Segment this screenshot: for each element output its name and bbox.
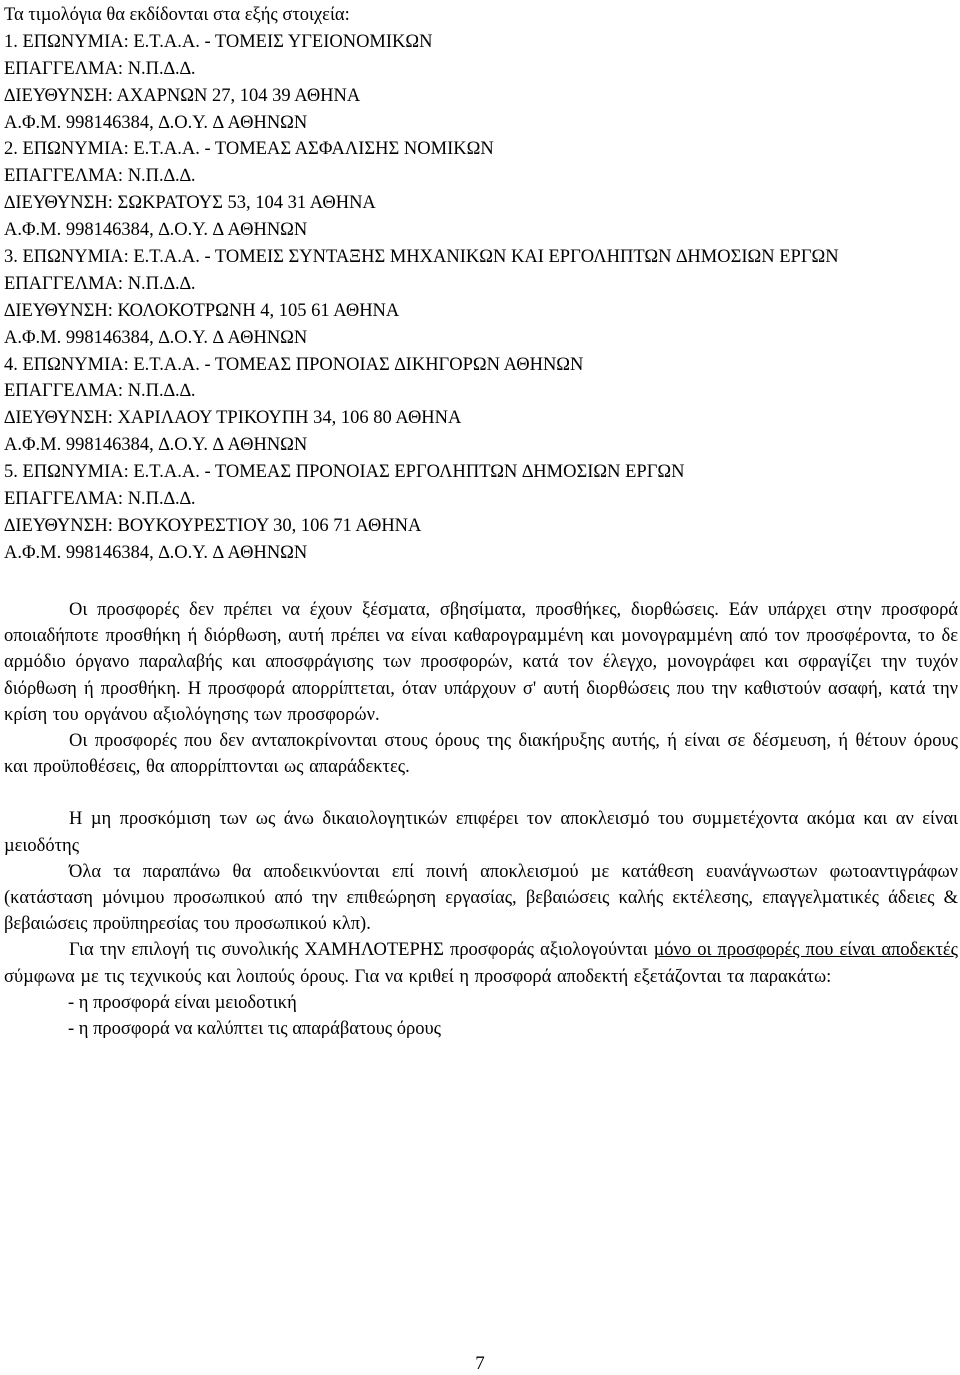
entry-5-address: ∆ΙΕΥΘΥΝΣΗ: ΒΟΥΚΟΥΡΕΣΤΙΟΥ 30, 106 71 ΑΘΗΝΑ (4, 515, 422, 536)
criterion-lowest-bid: - η προσφορά είναι µειοδοτική (68, 992, 297, 1013)
entry-1-tax: Α.Φ.Μ. 998146384, ∆.Ο.Υ. ∆ ΑΘΗΝΩΝ (4, 112, 308, 133)
entry-1-name: 1. ΕΠΩΝΥΜΙΑ: Ε.Τ.Α.Α. - ΤΟΜΕΙΣ ΥΓΕΙΟΝΟΜΙΚΩΝ (4, 31, 433, 52)
criterion-mandatory-terms: - η προσφορά να καλύπτει τις απαράβατους όρους (68, 1019, 441, 1040)
paragraph-evidence: Όλα τα παραπάνω θα αποδεικνύονται επί ποινή αποκλεισµού µε κατάθεση ευανάγνωστων φωτοαντιγράφων (κατάσταση µόνιµου προσωπικού από την επιθεώρηση εργασίας, βεβαιώσεις καλής εκτέλεσης, επαγγελµατικές άδειες & βεβαιώσεις προϋπηρεσίας του προσωπικού κλπ). (4, 861, 958, 935)
entry-2-name: 2. ΕΠΩΝΥΜΙΑ: Ε.Τ.Α.Α. - ΤΟΜΕΑΣ ΑΣΦΑΛΙΣΗΣ ΝΟΜΙΚΩΝ (4, 139, 494, 160)
paragraph-rejection: Οι προσφορές που δεν ανταποκρίνονται στους όρους της διακήρυξης αυτής, ή είναι σε δέσµευση, ή θέτουν όρους και προϋποθέσεις, θα απορρίπτονται ως απαράδεκτες. (4, 731, 958, 778)
entry-5-name: 5. ΕΠΩΝΥΜΙΑ: Ε.Τ.Α.Α. - ΤΟΜΕΑΣ ΠΡΟΝΟΙΑΣ ΕΡΓΟΛΗΠΤΩΝ ∆ΗΜΟΣΙΩΝ ΕΡΓΩΝ (4, 462, 685, 483)
evaluation-text-end: σύµφωνα µε τις τεχνικούς και λοιπούς όρους. Για να κριθεί η προσφορά αποδεκτή εξετάζονται τα παρακάτω: (4, 966, 832, 987)
entry-2-tax: Α.Φ.Μ. 998146384, ∆.Ο.Υ. ∆ ΑΘΗΝΩΝ (4, 220, 308, 241)
paragraph-evaluation (4, 937, 958, 989)
entry-2-profession: ΕΠΑΓΓΕΛΜΑ: Ν.Π.∆.∆. (4, 166, 196, 187)
entry-4-name: 4. ΕΠΩΝΥΜΙΑ: Ε.Τ.Α.Α. - ΤΟΜΕΑΣ ΠΡΟΝΟΙΑΣ ∆ΙΚΗΓΟΡΩΝ ΑΘΗΝΩΝ (4, 354, 584, 375)
evaluation-text-underlined: µόνο οι προσφορές που είναι αποδεκτές (653, 940, 959, 961)
entry-4-profession: ΕΠΑΓΓΕΛΜΑ: Ν.Π.∆.∆. (4, 381, 196, 402)
entry-2-address: ∆ΙΕΥΘΥΝΣΗ: ΣΩΚΡΑΤΟΥΣ 53, 104 31 ΑΘΗΝΑ (4, 193, 376, 214)
entry-4-address: ∆ΙΕΥΘΥΝΣΗ: ΧΑΡΙΛΑΟΥ ΤΡΙΚΟΥΠΗ 34, 106 80 ΑΘΗΝΑ (4, 408, 462, 429)
entry-3-profession: ΕΠΑΓΓΕΛΜΑ: Ν.Π.∆.∆. (4, 273, 196, 294)
paragraph-corrections: Οι προσφορές δεν πρέπει να έχουν ξέσµατα, σβησίµατα, προσθήκες, διορθώσεις. Εάν υπάρχει στην προσφορά οποιαδήποτε προσθήκη ή διόρθωση, αυτή πρέπει να είναι καθαρογραµµένη και µονογραµµένη από τον προσφέροντα, το δε αρµόδιο όργανο παραλαβής και αποσφράγισης των προσφορών, κατά τον έλεγχο, µονογράφει και σφραγίζει την τυχόν διόρθωση ή προσθήκη. Η προσφορά απορρίπτεται, όταν υπάρχουν σ' αυτή διορθώσεις που την καθιστούν ασαφή, κατά την κρίση του οργάνου αξιολόγησης των προσφορών. (4, 600, 958, 725)
entry-1-address: ∆ΙΕΥΘΥΝΣΗ: ΑΧΑΡΝΩΝ 27, 104 39 ΑΘΗΝΑ (4, 85, 361, 106)
page-number: 7 (475, 1353, 485, 1374)
evaluation-text-start: Για την επιλογή τις συνολικής ΧΑΜΗΛΟΤΕΡΗΣ προσφοράς αξιολογούνται (69, 940, 654, 961)
entry-3-name: 3. ΕΠΩΝΥΜΙΑ: Ε.Τ.Α.Α. - ΤΟΜΕΙΣ ΣΥΝΤΑΞΗΣ ΜΗΧΑΝΙΚΩΝ ΚΑΙ ΕΡΓΟΛΗΠΤΩΝ ∆ΗΜΟΣΙΩΝ ΕΡΓΩΝ (4, 247, 839, 268)
entry-4-tax: Α.Φ.Μ. 998146384, ∆.Ο.Υ. ∆ ΑΘΗΝΩΝ (4, 435, 308, 456)
intro-line: Τα τιµολόγια θα εκδίδονται στα εξής στοιχεία: (4, 5, 350, 25)
paragraph-exclusion: Η µη προσκόµιση των ως άνω δικαιολογητικών επιφέρει τον αποκλεισµό του συµµετέχοντα ακόµα και αν είναι µειοδότης (4, 809, 958, 856)
terms-section (4, 597, 958, 1042)
entry-5-profession: ΕΠΑΓΓΕΛΜΑ: Ν.Π.∆.∆. (4, 489, 196, 510)
entry-1-profession: ΕΠΑΓΓΕΛΜΑ: Ν.Π.∆.∆. (4, 58, 196, 79)
entry-3-address: ∆ΙΕΥΘΥΝΣΗ: ΚΟΛΟΚΟΤΡΩΝΗ 4, 105 61 ΑΘΗΝΑ (4, 300, 400, 321)
entry-5-tax: Α.Φ.Μ. 998146384, ∆.Ο.Υ. ∆ ΑΘΗΝΩΝ (4, 542, 308, 563)
invoice-details (4, 2, 954, 567)
entry-3-tax: Α.Φ.Μ. 998146384, ∆.Ο.Υ. ∆ ΑΘΗΝΩΝ (4, 327, 308, 348)
